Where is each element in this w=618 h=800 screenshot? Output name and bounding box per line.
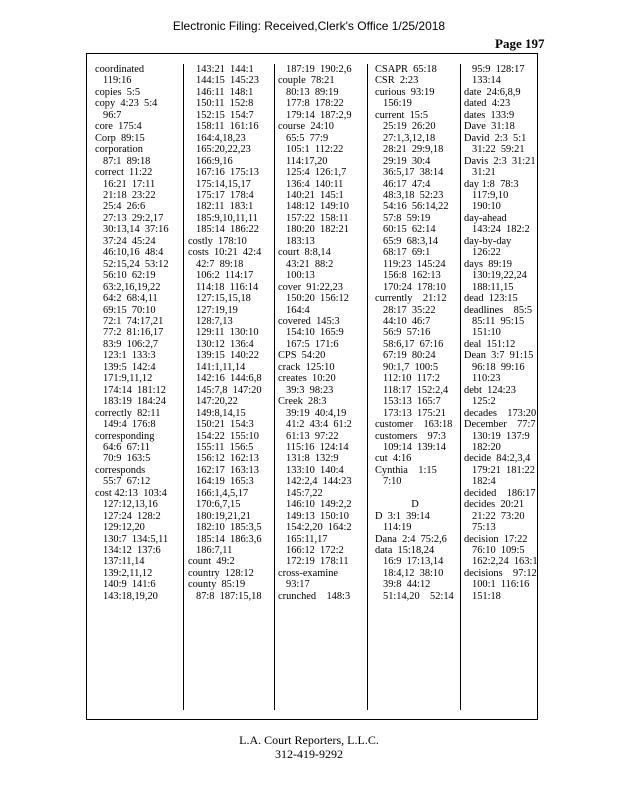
index-entry [375, 488, 455, 499]
index-entry: 183:13 [286, 235, 315, 247]
index-column-3 [278, 64, 358, 602]
index-entry: 142:2,4 144:23 [286, 476, 352, 488]
index-entry: 95:9 128:17 [472, 64, 525, 75]
index-entry: 153:13 165:7 [383, 396, 441, 408]
index-entry: 180:20 182:21 [286, 224, 349, 236]
index-entry: 117:9,10 [472, 189, 509, 201]
index-entry: course 24:10 [278, 121, 334, 133]
index-entry: 170:24 178:10 [383, 281, 446, 293]
index-entry: 146:11 148:1 [196, 86, 254, 98]
index-entry: 141:1,11,14 [196, 361, 246, 373]
index-entry: 51:14,20 52:14 [383, 590, 454, 602]
index-entry: 21:22 73:20 [472, 510, 525, 522]
index-entry: 25:4 26:6 [103, 201, 146, 213]
index-entry: 165:20,22,23 [196, 144, 251, 156]
index-entry: 183:19 184:24 [103, 396, 166, 408]
index-entry: 146:10 149:2,2 [286, 499, 352, 511]
index-entry: 186:7,11 [196, 545, 233, 557]
index-entry: 133:14 [472, 75, 501, 87]
index-entry: 72:1 74:17,21 [103, 315, 164, 327]
index-entry: 142:16 144:6,8 [196, 373, 262, 385]
index-entry: 166:12 172:2 [286, 545, 344, 557]
index-entry: 58:6,17 67:16 [383, 338, 444, 350]
index-entry: day-by-day [464, 235, 512, 247]
index-entry: 43:21 88:2 [286, 258, 334, 270]
index-entry: 182:11 183:1 [196, 201, 254, 213]
reporter-phone: 312-419-9292 [275, 747, 343, 761]
index-entry: 105:1 112:22 [286, 144, 344, 156]
index-entry: court 8:8,14 [278, 247, 331, 259]
index-entry: 55:7 67:12 [103, 476, 151, 488]
index-entry: 56:10 62:19 [103, 270, 156, 282]
index-entry: 170:6,7,15 [196, 499, 241, 511]
index-entry: 127:15,15,18 [196, 293, 251, 305]
index-entry: cross-examine [278, 567, 339, 579]
index-entry: 164:4,18,23 [196, 132, 246, 144]
index-entry: 18:4,12 38:10 [383, 567, 444, 579]
index-entry: decisions 97:12 [464, 567, 537, 579]
index-entry: CSR 2:23 [375, 75, 419, 87]
index-entry: deal 151:12 [464, 338, 516, 350]
index-entry: corresponds [95, 464, 146, 476]
index-entry: CSAPR 65:18 [375, 64, 437, 75]
index-entry: 130:12 136:4 [196, 338, 254, 350]
index-entry: 133:10 140:4 [286, 464, 344, 476]
index-entry: 130:19 137:9 [472, 430, 530, 442]
index-entry: 39:19 40:4,19 [286, 407, 347, 419]
index-entry: 187:19 190:2,6 [286, 64, 352, 75]
index-entry: 154:10 165:9 [286, 327, 344, 339]
index-entry: 125:2 [472, 396, 496, 408]
index-entry: customers 97:3 [375, 430, 446, 442]
index-entry: 177:8 178:22 [286, 98, 344, 110]
index-entry: 185:14 186:22 [196, 224, 259, 236]
index-entry: 70:9 163:5 [103, 453, 151, 465]
index-entry: 30:13,14 37:16 [103, 224, 169, 236]
index-entry: covered 145:3 [278, 315, 340, 327]
index-entry: 144:15 145:23 [196, 75, 259, 87]
index-entry: 77:2 81:16,17 [103, 327, 164, 339]
index-entry: 114:18 116:14 [196, 281, 259, 293]
index-entry: 63:2,16,19,22 [103, 281, 161, 293]
reporter-name: L.A. Court Reporters, L.L.C. [239, 733, 379, 747]
index-entry: 87:8 187:15,18 [196, 590, 262, 602]
index-entry: cut 4:16 [375, 453, 412, 465]
index-entry: 7:10 [383, 476, 402, 488]
index-entry: day 1:8 78:3 [464, 178, 519, 190]
index-entry: 64:2 68:4,11 [103, 293, 158, 305]
index-entry: Cynthia 1:15 [375, 464, 437, 476]
index-entry: 21:18 23:22 [103, 189, 156, 201]
index-entry: coordinated [95, 64, 145, 75]
index-entry: 52:15,24 53:12 [103, 258, 169, 270]
index-entry: decides 20:21 [464, 499, 525, 511]
index-entry: 147:20,22 [196, 396, 238, 408]
index-entry: dead 123:15 [464, 293, 518, 305]
index-entry: 75:13 [472, 522, 496, 534]
index-entry: 118:17 152:2,4 [383, 384, 449, 396]
index-entry: 127:19,19 [196, 304, 238, 316]
index-entry: 137:11,14 [103, 556, 145, 568]
index-entry: 162:17 163:13 [196, 464, 259, 476]
index-entry: 119:16 [103, 75, 132, 87]
index-entry: 143:24 182:2 [472, 224, 530, 236]
index-entry: 128:7,13 [196, 315, 233, 327]
index-entry: 60:15 62:14 [383, 224, 436, 236]
index-entry: 143:21 144:1 [196, 64, 254, 75]
index-entry: 150:20 156:12 [286, 293, 349, 305]
index-entry: decided 186:17 [464, 487, 536, 499]
index-column-4 [375, 64, 455, 602]
index-entry: 31:22 59:21 [472, 144, 525, 156]
index-entry: corporation [95, 144, 143, 156]
index-entry: 106:2 114:17 [196, 270, 254, 282]
index-entry: 110:23 [472, 373, 501, 385]
index-entry: 140:21 145:1 [286, 189, 344, 201]
index-entry: 129:12,20 [103, 522, 145, 534]
index-entry: cover 91:22,23 [278, 281, 343, 293]
index-entry: 174:14 181:12 [103, 384, 166, 396]
index-entry: 150:21 154:3 [196, 419, 254, 431]
index-entry: 96:7 [103, 109, 122, 121]
index-entry: David 2:3 5:1 [464, 132, 527, 144]
index-entry: CPS 54:20 [278, 350, 326, 362]
index-entry: 69:15 70:10 [103, 304, 156, 316]
index-entry: 188:11,15 [472, 281, 514, 293]
index-entry: 185:9,10,11,11 [196, 212, 258, 224]
index-entry: days 89:19 [464, 258, 512, 270]
page-number: Page 197 [495, 36, 545, 51]
index-entry: 119:23 145:24 [383, 258, 446, 270]
index-entry: costly 178:10 [188, 235, 247, 247]
index-entry: 127:24 128:2 [103, 510, 161, 522]
index-entry: 166:9,16 [196, 155, 233, 167]
index-entry: decision 17:22 [464, 533, 528, 545]
index-entry: deadlines 85:5 [464, 304, 533, 316]
index-entry: 48:3,18 52:23 [383, 189, 444, 201]
index-entry: creates 10:20 [278, 373, 336, 385]
index-entry: 154:2,20 164:2 [286, 522, 352, 534]
index-entry: 93:17 [286, 579, 310, 591]
index-entry: 46:10,16 48:4 [103, 247, 164, 259]
index-frame [86, 53, 538, 720]
index-entry: 145:7,22 [286, 487, 323, 499]
index-entry: 68:17 69:1 [383, 247, 431, 259]
index-entry: 185:14 186:3,6 [196, 533, 262, 545]
index-entry: 57:8 59:19 [383, 212, 431, 224]
index-entry: 145:7,8 147:20 [196, 384, 262, 396]
index-entry: current 15:5 [375, 109, 429, 121]
index-entry: 114:17,20 [286, 155, 328, 167]
index-entry: currently 21:12 [375, 293, 447, 305]
index-entry: customer 163:18 [375, 419, 453, 431]
index-entry: 100:13 [286, 270, 315, 282]
index-entry: couple 78:21 [278, 75, 335, 87]
index-entry: 112:10 117:2 [383, 373, 440, 385]
index-entry: 130:19,22,24 [472, 270, 527, 282]
column-divider [274, 64, 275, 710]
index-entry: 39:3 98:23 [286, 384, 334, 396]
index-entry: 87:1 89:18 [103, 155, 151, 167]
index-entry: 80:13 89:19 [286, 86, 339, 98]
index-entry: 158:11 161:16 [196, 121, 259, 133]
index-entry: 83:9 106:2,7 [103, 338, 159, 350]
index-entry: debt 124:23 [464, 384, 516, 396]
index-entry: day-ahead [464, 212, 507, 224]
index-entry: county 85:19 [188, 579, 246, 591]
index-entry: 56:9 57:16 [383, 327, 431, 339]
index-entry: 162:2,24 163:1 [472, 556, 538, 568]
index-entry: 109:14 139:14 [383, 441, 446, 453]
index-entry: 139:5 142:4 [103, 361, 156, 373]
index-entry: 143:18,19,20 [103, 590, 158, 602]
index-entry: Davis 2:3 31:21 [464, 155, 536, 167]
index-entry: data 15:18,24 [375, 545, 435, 557]
index-entry: 154:22 155:10 [196, 430, 259, 442]
index-entry: 76:10 109:5 [472, 545, 525, 557]
index-entry: 115:16 124:14 [286, 441, 349, 453]
index-entry: crunched 148:3 [278, 590, 351, 602]
index-entry: 64:6 67:11 [103, 441, 150, 453]
index-entry: 136:4 140:11 [286, 178, 344, 190]
index-entry: country 128:12 [188, 567, 254, 579]
index-entry: 46:17 47:4 [383, 178, 431, 190]
index-entry: dates 133:9 [464, 109, 515, 121]
index-entry: 67:19 80:24 [383, 350, 436, 362]
index-entry: 123:1 133:3 [103, 350, 156, 362]
index-entry: costs 10:21 42:4 [188, 247, 262, 259]
index-entry: 156:8 162:13 [383, 270, 441, 282]
index-entry: 44:10 46:7 [383, 315, 431, 327]
index-entry: 151:10 [472, 327, 501, 339]
index-entry: curious 93:19 [375, 86, 435, 98]
index-entry: 167:16 175:13 [196, 167, 259, 179]
index-entry: 155:11 156:5 [196, 441, 254, 453]
index-entry: 190:10 [472, 201, 501, 213]
column-divider [460, 64, 461, 710]
index-entry: 29:19 30:4 [383, 155, 431, 167]
index-entry: crack 125:10 [278, 361, 335, 373]
index-entry: 171:9,11,12 [103, 373, 153, 385]
index-entry: correct 11:22 [95, 167, 153, 179]
footer [0, 733, 618, 761]
index-entry: date 24:6,8,9 [464, 86, 521, 98]
index-entry: 100:1 116:16 [472, 579, 530, 591]
index-entry: Corp 89:15 [95, 132, 145, 144]
index-column-2 [188, 64, 268, 602]
index-entry: 65:9 68:3,14 [383, 235, 439, 247]
index-entry: 65:5 77:9 [286, 132, 329, 144]
index-entry: 173:13 175:21 [383, 407, 446, 419]
index-entry: 152:15 154:7 [196, 109, 254, 121]
index-entry: 182:4 [472, 476, 496, 488]
index-entry: 134:12 137:6 [103, 545, 161, 557]
index-entry: cost 42:13 103:4 [95, 487, 167, 499]
column-divider [183, 64, 184, 710]
index-entry: 41:2 43:4 61:2 [286, 419, 352, 431]
index-entry: corresponding [95, 430, 155, 442]
index-entry: count 49:2 [188, 556, 235, 568]
index-entry: 39:8 44:12 [383, 579, 431, 591]
index-entry: 37:24 45:24 [103, 235, 156, 247]
index-entry: 16:9 17:13,14 [383, 556, 444, 568]
index-entry: 182:10 185:3,5 [196, 522, 262, 534]
index-entry: correctly 82:11 [95, 407, 161, 419]
index-entry: 27:13 29:2,17 [103, 212, 164, 224]
index-entry: 182:20 [472, 441, 501, 453]
index-entry: 139:15 140:22 [196, 350, 259, 362]
index-entry: 131:8 132:9 [286, 453, 339, 465]
index-entry: 180:19,21,21 [196, 510, 251, 522]
index-entry: 156:12 162:13 [196, 453, 259, 465]
index-entry: decades 173:20 [464, 407, 537, 419]
index-entry: 28:21 29:9,18 [383, 144, 444, 156]
index-entry: 175:14,15,17 [196, 178, 251, 190]
index-entry: 179:14 187:2,9 [286, 109, 352, 121]
index-entry: 90:1,7 100:5 [383, 361, 439, 373]
index-entry: Dave 31:18 [464, 121, 515, 133]
index-entry: decide 84:2,3,4 [464, 453, 531, 465]
index-entry: 151:18 [472, 590, 501, 602]
index-entry: 126:22 [472, 247, 501, 259]
index-entry: 164:19 165:3 [196, 476, 254, 488]
index-entry: D [411, 499, 419, 511]
index-entry: D 3:1 39:14 [375, 510, 430, 522]
index-entry: Creek 28:3 [278, 396, 327, 408]
index-entry: 16:21 17:11 [103, 178, 156, 190]
index-entry: 149:8,14,15 [196, 407, 246, 419]
index-entry: 127:12,13,16 [103, 499, 158, 511]
index-entry: 165:11,17 [286, 533, 328, 545]
index-entry: dated 4:23 [464, 98, 511, 110]
index-entry: 28:17 35:22 [383, 304, 436, 316]
index-entry: 27:1,3,12,18 [383, 132, 436, 144]
index-entry: December 77:7 [464, 419, 536, 431]
index-entry: 42:7 89:18 [196, 258, 244, 270]
index-entry: core 175:4 [95, 121, 142, 133]
index-entry: copies 5:5 [95, 86, 141, 98]
index-column-5 [464, 64, 544, 602]
index-entry: 25:19 26:20 [383, 121, 436, 133]
index-entry: Dean 3:7 91:15 [464, 350, 534, 362]
index-entry: 172:19 178:11 [286, 556, 349, 568]
index-entry: 148:12 149:10 [286, 201, 349, 213]
index-entry: Dana 2:4 75:2,6 [375, 533, 447, 545]
index-entry: 175:17 178:4 [196, 189, 254, 201]
index-entry: 114:19 [383, 522, 412, 534]
index-entry: 166:1,4,5,17 [196, 487, 249, 499]
index-entry: 139:2,11,12 [103, 567, 153, 579]
index-entry: 125:4 126:1,7 [286, 167, 347, 179]
index-entry: 31:21 [472, 167, 496, 179]
index-entry: 149:4 176:8 [103, 419, 156, 431]
index-entry: 164:4 [286, 304, 310, 316]
index-entry: 130:7 134:5,11 [103, 533, 169, 545]
column-divider [367, 64, 368, 710]
index-entry: 61:13 97:22 [286, 430, 339, 442]
index-entry: 129:11 130:10 [196, 327, 259, 339]
index-entry: 140:9 141:6 [103, 579, 156, 591]
index-entry: 157:22 158:11 [286, 212, 349, 224]
index-entry: 179:21 181:22 [472, 464, 535, 476]
index-entry: 156:19 [383, 98, 412, 110]
filing-header: Electronic Filing: Received,Clerk's Office 1/25/2018 [172, 19, 446, 33]
index-entry: 149:13 150:10 [286, 510, 349, 522]
index-entry: 96:18 99:16 [472, 361, 525, 373]
index-entry: 85:11 95:15 [472, 315, 525, 327]
index-entry: copy 4:23 5:4 [95, 98, 158, 110]
index-entry: 167:5 171:6 [286, 338, 339, 350]
index-entry: 150:11 152:8 [196, 98, 254, 110]
index-entry: 54:16 56:14,22 [383, 201, 449, 213]
index-entry: 36:5,17 38:14 [383, 167, 444, 179]
index-column-1 [95, 64, 175, 602]
